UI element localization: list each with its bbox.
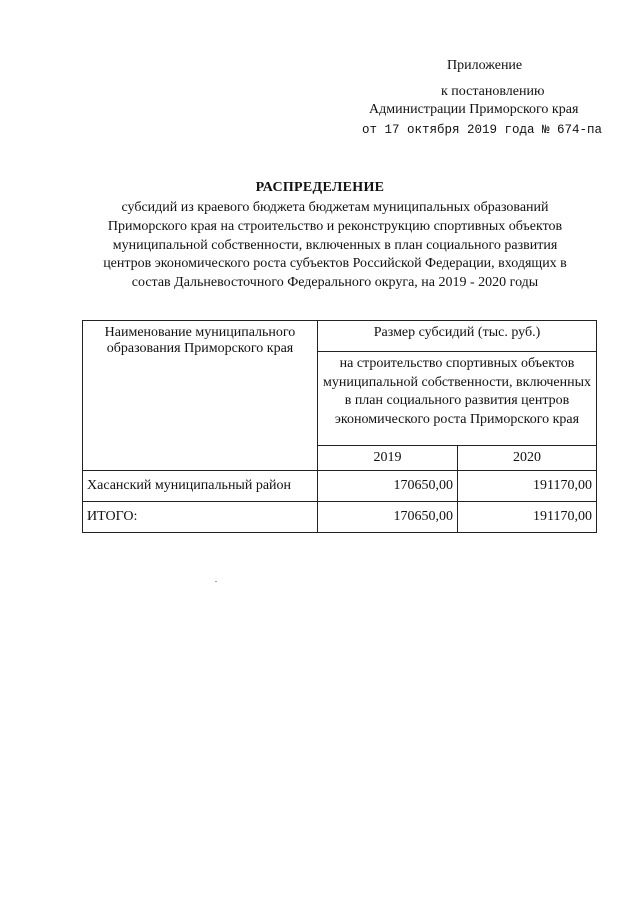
annex-title: Приложение — [447, 58, 523, 73]
document-title: РАСПРЕДЕЛЕНИЕ — [255, 180, 385, 195]
annex-date-number: от 17 октября 2019 года № 674-па — [362, 123, 603, 137]
header-municipality: Наименование муниципального образования Приморского края — [83, 321, 318, 471]
total-label: ИТОГО: — [83, 502, 318, 533]
header-subsidy-amount: Размер субсидий (тыс. руб.) — [318, 321, 597, 352]
total-value-2019: 170650,00 — [318, 502, 458, 533]
table-row — [83, 471, 597, 502]
header-year-2020: 2020 — [458, 446, 597, 471]
description-line: центров экономического роста субъектов Российской Федерации, входящих в — [103, 256, 567, 272]
total-value-2020: 191170,00 — [458, 502, 597, 533]
description-line: муниципальной собственности, включенных в план социального развития — [112, 237, 558, 253]
subsidy-table — [82, 320, 597, 533]
document-description — [70, 199, 600, 293]
row-value-2020: 191170,00 — [458, 471, 597, 502]
scan-speck — [215, 581, 217, 582]
header-year-2019: 2019 — [318, 446, 458, 471]
table-row-total — [83, 502, 597, 533]
description-line: состав Дальневосточного Федерального округа, на 2019 - 2020 годы — [131, 275, 539, 291]
row-value-2019: 170650,00 — [318, 471, 458, 502]
row-municipality-name: Хасанский муниципальный район — [83, 471, 318, 502]
description-line: Приморского края на строительство и реконструкцию спортивных объектов — [107, 218, 563, 234]
annex-reference: к постановлению — [441, 84, 545, 99]
description-line: субсидий из краевого бюджета бюджетам муниципальных образований — [121, 200, 549, 215]
header-purpose: на строительство спортивных объектов муниципальной собственности, включенных в план социального развития центров экономического роста Приморского края — [318, 352, 597, 446]
annex-authority: Администрации Приморского края — [369, 102, 579, 117]
